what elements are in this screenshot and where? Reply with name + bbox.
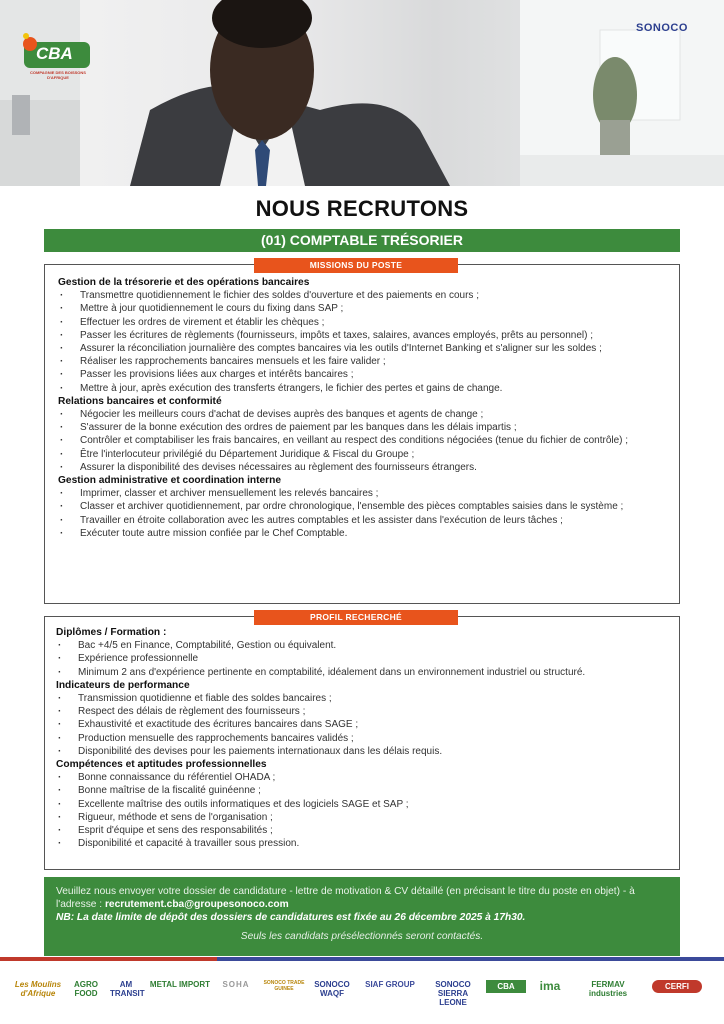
list-item: · Mettre à jour quotidiennement le cours du fixing dans SAP ; <box>58 302 670 315</box>
list-item: · Production mensuelle des rapprochements bancaires validés ; <box>56 732 668 745</box>
logo-agrofood: AGRO FOOD <box>74 980 98 998</box>
list-item: · Être l'interlocuteur privilégié du Département Juridique & Fiscal du Groupe ; <box>58 448 670 461</box>
list-item: · Rigueur, méthode et sens de l'organisation ; <box>56 811 668 824</box>
logo-ima: ima <box>539 979 561 993</box>
profil-tag: PROFIL RECHERCHÉ <box>254 610 458 625</box>
page-title: NOUS RECRUTONS <box>255 196 469 221</box>
list-item: · Contrôler et comptabiliser les frais bancaires, en veillant au respect des conditions négociées (tenue du fichier de contrôle) ; <box>58 434 670 447</box>
profil-heading-1: Diplômes / Formation : <box>56 627 167 638</box>
list-item: · Négocier les meilleurs cours d'achat de devises auprès des banques et agents de change ; <box>58 408 670 421</box>
list-item: · Minimum 2 ans d'expérience pertinente en comptabilité, idéalement dans un environnement industriel ou structuré. <box>56 666 668 679</box>
list-item: · Mettre à jour, après exécution des transferts étrangers, le fichier des pertes et gains de change. <box>58 382 670 395</box>
cba-logo-name: CBA <box>36 44 73 63</box>
logo-sonoco-trade: SONOCO TRADE GUINEE <box>263 980 305 992</box>
list-item: · Esprit d'équipe et sens des responsabilités ; <box>56 824 668 837</box>
list-item: · Passer les écritures de règlements (fournisseurs, impôts et taxes, salaires, avances employés, prêts au personnel) ; <box>58 329 670 342</box>
logo-sonoco-sl: SONOCO SIERRA LEONE <box>435 980 471 1007</box>
list-item: · Bonne maîtrise de la fiscalité guinéenne ; <box>56 784 668 797</box>
businessman-illustration <box>0 0 724 186</box>
email-link[interactable]: recrutement.cba@groupesonoco.com <box>104 899 289 910</box>
list-item: · Imprimer, classer et archiver mensuellement les relevés bancaires ; <box>58 487 670 500</box>
list-item: · Travailler en étroite collaboration avec les autres comptables et les assister dans l'exécution de leurs tâches ; <box>58 514 670 527</box>
list-item: · Assurer la réconciliation journalière des comptes bancaires via les outils d'Internet Banking et s'aligner sur les soldes ; <box>58 342 670 355</box>
sonoco-logo <box>636 22 688 34</box>
logo-sonoco-waqf: SONOCO WAQF <box>314 980 350 998</box>
list-item: · Effectuer les ordres de virement et établir les chèques ; <box>58 316 670 329</box>
logo-metal-import: METAL IMPORT <box>149 980 211 989</box>
profil-heading-2: Indicateurs de performance <box>56 679 190 691</box>
missions-section <box>58 276 670 540</box>
list-item: · Exécuter toute autre mission confiée par le Chef Comptable. <box>58 527 670 540</box>
instructions-text: Veuillez nous envoyer votre dossier de candidature - lettre de motivation & CV détaillé (en précisant le titre du poste en objet) - à l'adresse : <box>56 886 635 910</box>
list-item: · Assurer la disponibilité des devises nécessaires au règlement des fournisseurs étrangers. <box>58 461 670 474</box>
list-item: · S'assurer de la bonne exécution des ordres de paiement par les banques dans les délais impartis ; <box>58 421 670 434</box>
partner-logos <box>0 968 724 1018</box>
job-title-bar: (01) COMPTABLE TRÉSORIER <box>44 229 680 252</box>
application-footer <box>44 877 680 956</box>
logo-cba-small: CBA <box>486 980 526 993</box>
list-item: · Expérience professionnelle <box>56 652 668 665</box>
logo-fermav: FERMAV industries <box>588 980 628 998</box>
profil-section <box>56 626 668 850</box>
cba-logo-tagline: COMPAGNIE DES BOISSONS D'AFRIQUE <box>30 70 86 80</box>
list-item: · Disponibilité et capacité à travailler sous pression. <box>56 837 668 850</box>
cba-logo <box>20 30 96 84</box>
missions-tag: MISSIONS DU POSTE <box>254 258 458 273</box>
list-item: · Excellente maîtrise des outils informatiques et des logiciels SAGE et SAP ; <box>56 798 668 811</box>
divider-stripe <box>0 957 724 961</box>
missions-heading-1: Gestion de la trésorerie et des opérations bancaires <box>58 277 310 288</box>
list-item: · Respect des délais de règlement des fournisseurs ; <box>56 705 668 718</box>
list-item: · Transmission quotidienne et fiable des soldes bancaires ; <box>56 692 668 705</box>
hero-photo <box>0 0 724 186</box>
logo-moulins: Les Moulins d'Afrique <box>14 980 62 998</box>
missions-heading-3: Gestion administrative et coordination interne <box>58 475 282 487</box>
logo-soha: SOHA <box>222 980 250 989</box>
profil-heading-3: Compétences et aptitudes professionnelles <box>56 759 267 771</box>
sonoco-logo-text: SONOCO <box>636 22 688 34</box>
list-item: · Réaliser les rapprochements bancaires mensuels et les faire valider ; <box>58 355 670 368</box>
missions-heading-2: Relations bancaires et conformité <box>58 395 222 407</box>
application-instructions <box>56 885 668 911</box>
deadline-note: NB: La date limite de dépôt des dossiers de candidatures est fixée au 26 décembre 2025 à 17h30. <box>56 912 526 923</box>
logo-siaf: SIAF GROUP <box>365 980 415 989</box>
list-item: · Bonne connaissance du référentiel OHADA ; <box>56 771 668 784</box>
logo-am-transit: AM TRANSIT <box>110 980 145 998</box>
list-item: · Exhaustivité et exactitude des écritures bancaires dans SAGE ; <box>56 718 668 731</box>
logo-cerfi: CERFI <box>652 980 702 993</box>
list-item: · Bac +4/5 en Finance, Comptabilité, Gestion ou équivalent. <box>56 639 668 652</box>
selection-note: Seuls les candidats présélectionnés seront contactés. <box>240 931 484 942</box>
list-item: · Transmettre quotidiennement le fichier des soldes d'ouverture et des paiements en cours ; <box>58 289 670 302</box>
list-item: · Classer et archiver quotidiennement, par ordre chronologique, l'ensemble des pièces comptables saisies dans le système ; <box>58 500 670 513</box>
list-item: · Disponibilité des devises pour les paiements internationaux dans les délais requis. <box>56 745 668 758</box>
list-item: · Passer les provisions liées aux charges et intérêts bancaires ; <box>58 368 670 381</box>
